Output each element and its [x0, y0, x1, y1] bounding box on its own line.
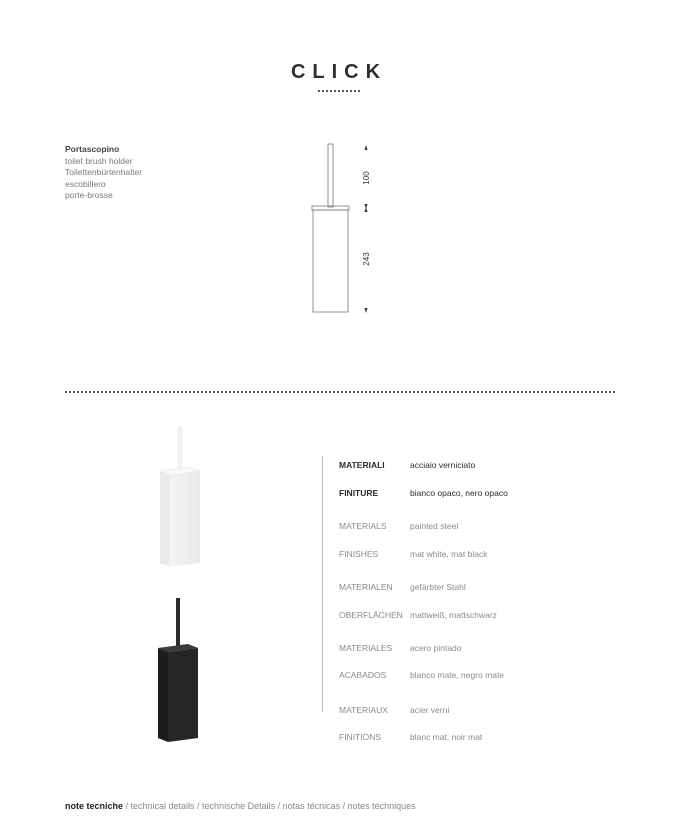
page-title: CLICK — [290, 61, 388, 83]
dim-label-top: 100 — [362, 171, 371, 185]
spec-label: FINITIONS — [339, 732, 382, 742]
product-names — [65, 144, 142, 202]
spec-value: acciaio verniciato — [410, 460, 476, 470]
dim-arrow-bottom — [365, 308, 368, 313]
product-name-fr: porte-brosse — [65, 190, 113, 200]
spec-label: MATERIALES — [339, 643, 393, 653]
spec-label: MATERIALEN — [339, 582, 393, 592]
dim-arrow-mid-down — [365, 207, 368, 212]
spec-value: blanco mate, negro mate — [410, 670, 505, 680]
spec-value: acero pintado — [410, 643, 462, 653]
product-name-de: Toilettenbürtenhalter — [65, 167, 143, 177]
footer-main: note tecniche — [65, 801, 124, 811]
spec-value: painted steel — [410, 521, 459, 531]
spec-label: OBERFLÄCHEN — [339, 610, 403, 620]
spec-label: FINISHES — [339, 549, 379, 559]
product-name-en: toilet brush holder — [65, 155, 133, 166]
footer-note — [65, 801, 416, 811]
spec-value: acier verni — [410, 705, 450, 715]
product-image-white — [150, 425, 210, 575]
spec-label: MATERIAUX — [339, 705, 388, 715]
title-dotted-underline — [318, 90, 360, 92]
spec-value: bianco opaco, nero opaco — [410, 488, 508, 498]
spec-value: gefärbter Stahl — [410, 582, 466, 592]
spec-value: mattweiß, mattschwarz — [410, 610, 497, 620]
spec-value: blanc mat, noir mat — [410, 732, 483, 742]
drawing-brush-handle — [328, 144, 333, 207]
spec-label: FINITURE — [339, 488, 379, 498]
footer-rest: / technical details / technische Details / notas técnicas / notes techniques — [123, 801, 416, 811]
drawing-container — [313, 210, 348, 312]
product-name-es: escobillero — [65, 178, 106, 189]
spec-value: mat white, mat black — [410, 549, 488, 559]
spec-label: ACABADOS — [339, 670, 387, 680]
product-image-black — [150, 596, 210, 746]
spec-label: MATERIALI — [339, 460, 385, 470]
dim-label-bottom: 243 — [362, 252, 371, 266]
section-divider — [65, 391, 615, 393]
specs-divider-line — [322, 456, 323, 712]
spec-label: MATERIALS — [339, 521, 387, 531]
technical-drawing — [300, 140, 390, 320]
dim-arrow-top — [365, 145, 368, 150]
product-name-it: Portascopino — [65, 144, 120, 154]
